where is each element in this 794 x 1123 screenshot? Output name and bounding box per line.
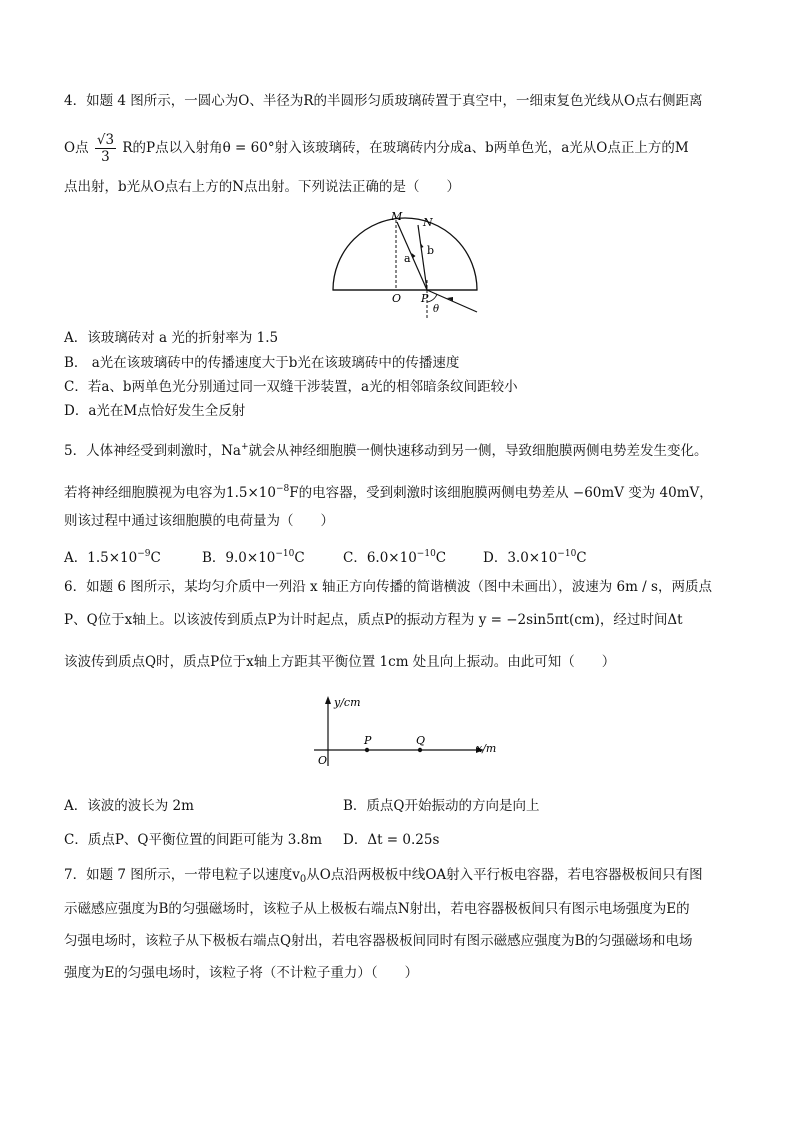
q4-line-2b: R的P点以入射角θ = 60°射入该玻璃砖，在玻璃砖内分成a、b两单色光，a光从O点正上方的M [122, 140, 689, 156]
label-a: a [404, 252, 411, 265]
q4-option-b: B． a光在该玻璃砖中的传播速度大于b光在该玻璃砖中的传播速度 [64, 355, 460, 371]
label-O: O [392, 292, 402, 305]
q5-line-2 [64, 480, 713, 502]
q5-opt-a-base: A．1.5×10 [64, 550, 138, 566]
q5-opt-b-base: B．9.0×10 [202, 550, 276, 566]
y-axis-label: y/cm [334, 696, 361, 709]
label-P: P [364, 734, 372, 747]
q5-opt-b-unit: C [294, 550, 305, 566]
q7-line-1b: 从O点沿两极板中线OA射入平行板电容器，若电容器极板间只有图 [306, 867, 703, 883]
q4-line-1: 4．如题 4 图所示，一圆心为O、半径为R的半圆形匀质玻璃砖置于真空中，一细束复色光线从O点右侧距离 [64, 93, 703, 109]
ray-b-arrow-icon [421, 243, 424, 248]
q5-line-1 [64, 438, 708, 460]
q5-opt-b-exp: −10 [275, 549, 295, 559]
origin-label: O [318, 754, 328, 767]
q7-line-1a: 7．如题 7 图所示，一带电粒子以速度v [64, 867, 300, 883]
q5-opt-c-exp: −10 [416, 549, 436, 559]
v0-subscript: 0 [299, 874, 307, 885]
q4-option-c: C．若a、b两单色光分别通过同一双缝干涉装置，a光的相邻暗条纹间距较小 [64, 379, 518, 395]
q6-figure-axes [310, 690, 510, 770]
point-P [365, 748, 369, 752]
q6-line-3: 该波传到质点Q时，质点P位于x轴上方距其平衡位置 1cm 处且向上振动。由此可知（ ） [64, 654, 616, 670]
label-P: P [421, 292, 429, 305]
q4-line-2 [64, 131, 689, 165]
point-Q [418, 748, 422, 752]
q4-line-2a: O点 [64, 140, 89, 156]
q6-option-a: A．该波的波长为 2m [64, 798, 194, 814]
fraction-denominator: 3 [101, 149, 110, 165]
q5-line-1a: 5．人体神经受到刺激时，Na [64, 443, 241, 459]
q5-option-c [343, 545, 446, 567]
fraction-numerator: √3 [96, 132, 115, 148]
sqrt3-over-3-fraction [95, 132, 116, 165]
label-theta: θ [433, 304, 440, 315]
label-N: N [423, 216, 433, 229]
q6-line-1: 6．如题 6 图所示，某均匀介质中一列沿 x 轴正方向传播的简谐横波（图中未画出），波速为 6m / s，两质点 [64, 579, 712, 595]
q5-opt-d-exp: −10 [557, 549, 577, 559]
q6-option-c: C．质点P、Q平衡位置的间距可能为 3.8m [64, 832, 323, 848]
q5-option-a [64, 545, 161, 567]
q5-opt-c-base: C．6.0×10 [343, 550, 417, 566]
y-axis-arrow-icon [325, 696, 331, 704]
q5-opt-d-unit: C [576, 550, 587, 566]
x-axis-label: x/m [476, 742, 497, 755]
label-Q: Q [416, 734, 426, 747]
q7-line-2: 示磁感应强度为B的匀强磁场时，该粒子从上极板右端点N射出，若电容器极板间只有图示电场强度为E的 [64, 901, 690, 917]
q5-option-d [483, 545, 587, 567]
label-b: b [427, 244, 435, 257]
q5-opt-a-unit: C [150, 550, 161, 566]
q5-opt-c-unit: C [435, 550, 447, 566]
q4-line-3: 点出射，b光从O点右上方的N点出射。下列说法正确的是（ ） [64, 179, 461, 195]
q5-line-2b: F的电容器，受到刺激时该细胞膜两侧电势差从 −60mV 变为 40mV， [289, 485, 713, 501]
q6-line-2: P、Q位于x轴上。以该波传到质点P为计时起点，质点P的振动方程为 y = −2sin5πt(cm)，经过时间Δt [64, 612, 683, 628]
q6-option-b: B．质点Q开始振动的方向是向上 [343, 798, 540, 814]
q5-opt-d-base: D．3.0×10 [483, 550, 558, 566]
q7-line-1 [64, 866, 703, 889]
q4-figure-semicircle-prism [325, 208, 485, 326]
q6-option-d: D．Δt = 0.25s [343, 832, 440, 848]
q4-option-d: D．a光在M点恰好发生全反射 [64, 403, 246, 419]
q4-option-a: A．该玻璃砖对 a 光的折射率为 1.5 [64, 330, 279, 346]
q7-line-3: 匀强电场时，该粒子从下极板右端点Q射出，若电容器极板间同时有图示磁感应强度为B的匀强磁场和电场 [64, 933, 693, 949]
theta-arc [427, 294, 437, 302]
q5-option-b [202, 545, 305, 567]
capacitance-exponent: −8 [275, 484, 290, 494]
na-superscript: + [240, 442, 249, 452]
label-M: M [391, 210, 403, 223]
q5-line-1b: 就会从神经细胞膜一侧快速移动到另一侧，导致细胞膜两侧电势差发生变化。 [248, 443, 708, 459]
q5-opt-a-exp: −9 [137, 549, 151, 559]
q5-line-2a: 若将神经细胞膜视为电容为1.5×10 [64, 485, 276, 501]
q7-line-4: 强度为E的匀强电场时，该粒子将（不计粒子重力）（ ） [64, 965, 419, 981]
q5-line-3: 则该过程中通过该细胞膜的电荷量为（ ） [64, 513, 334, 529]
